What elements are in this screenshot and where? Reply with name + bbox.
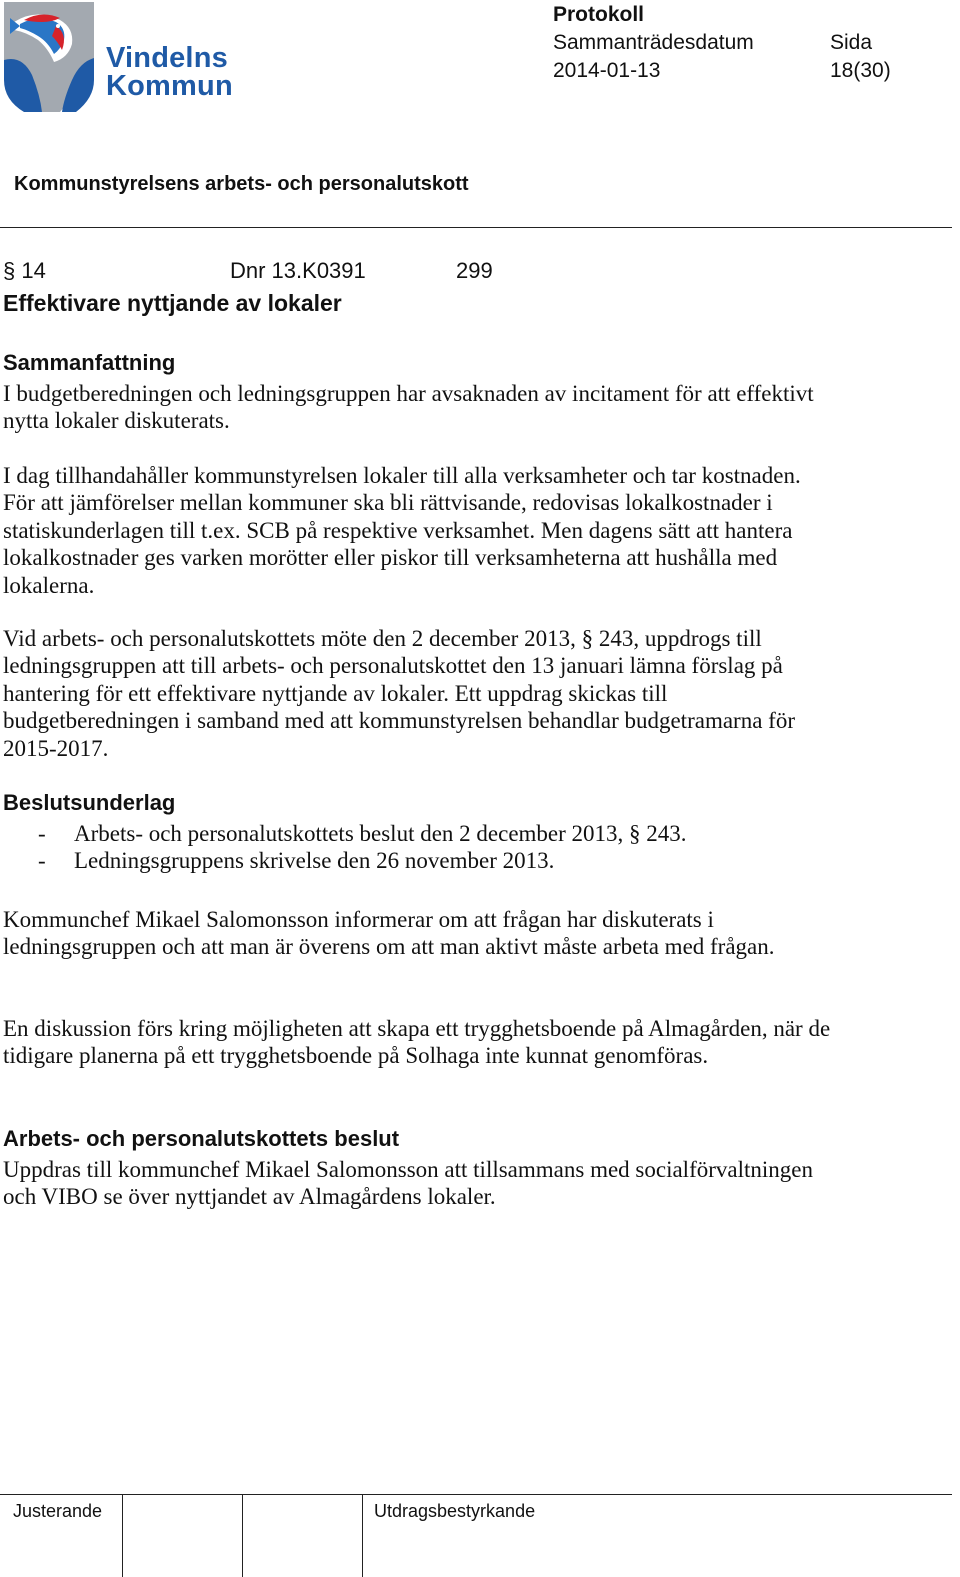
discussion-paragraph-2: En diskussion förs kring möjligheten att skapa ett trygghetsboende på Almagården, när de tidigare planerna på ett trygghetsboende på Solhaga inte kunnat genomföras. bbox=[3, 1016, 831, 1069]
summary-paragraph-3: Vid arbets- och personalutskottets möte den 2 december 2013, § 243, uppdrogs till ledningsgruppen att till arbets- och personalutskottet den 13 januari lämna förslag på hantering för ett effektivare nyttjande av lokaler. Ett uppdrag skickas till budgetberedningen i samband med att kommunstyrelsen behandlar budgetramarna för 2015-2017. bbox=[3, 626, 795, 761]
logo-line-2: Kommun bbox=[106, 70, 233, 102]
page-number: 18(30) bbox=[830, 59, 891, 82]
justering-cell-1 bbox=[0, 1495, 123, 1577]
decision-heading: Arbets- och personalutskottets beslut bbox=[3, 1126, 400, 1151]
summary-paragraph-2: I dag tillhandahåller kommunstyrelsen lokaler till alla verksamheter och tar kostnaden. För att jämförelser mellan kommuner ska bli rättvisande, redovisas lokalkostnader i statiskunderlagen till t.ex. SCB på respektive verksamhet. Men dagens sätt att hantera lokalkostnader ges varken morötter eller piskor till verksamheterna att hushålla med lokalerna. bbox=[3, 463, 801, 598]
header-divider bbox=[0, 227, 952, 228]
signature-footer bbox=[0, 1494, 952, 1577]
list-item: - Ledningsgruppens skrivelse den 26 november 2013. bbox=[38, 848, 555, 874]
fish-emblem-icon bbox=[2, 0, 102, 118]
bullet-dash: - bbox=[38, 848, 46, 874]
document-type: Protokoll bbox=[553, 3, 645, 26]
justering-cell-3 bbox=[242, 1495, 363, 1577]
bullet-dash: - bbox=[38, 821, 46, 846]
municipality-logo bbox=[2, 0, 247, 118]
justering-label: Justerande bbox=[13, 1501, 103, 1521]
discussion-paragraph-1: Kommunchef Mikael Salomonsson informerar om att frågan har diskuterats i ledningsgruppen och att man är överens om att man aktivt måste arbeta med frågan. bbox=[3, 907, 775, 960]
summary-paragraph-1: I budgetberedningen och ledningsgruppen har avsaknaden av incitament för att effektivt nytta lokaler diskuterats. bbox=[3, 381, 814, 434]
extract-certification-label: Utdragsbestyrkande bbox=[374, 1501, 536, 1521]
case-number: Dnr 13.K0391 bbox=[230, 258, 366, 283]
justering-cell-2 bbox=[122, 1495, 243, 1577]
basis-heading: Beslutsunderlag bbox=[3, 790, 176, 815]
logo-wordmark bbox=[106, 44, 233, 100]
paragraph-number: § 14 bbox=[3, 258, 46, 283]
decision-text: Uppdras till kommunchef Mikael Salomonsson att tillsammans med socialförvaltningen och VIBO se över nyttjandet av Almagårdens lokaler. bbox=[3, 1157, 813, 1210]
section-title: Effektivare nyttjande av lokaler bbox=[3, 290, 342, 316]
meeting-date-value: 2014-01-13 bbox=[553, 59, 661, 82]
logo-line-1: Vindelns bbox=[106, 42, 228, 74]
list-item: - Arbets- och personalutskottets beslut den 2 december 2013, § 243. bbox=[38, 821, 687, 846]
basis-list bbox=[0, 820, 687, 875]
meeting-date-label: Sammanträdesdatum bbox=[553, 31, 754, 54]
archive-code: 299 bbox=[456, 258, 493, 283]
committee-name: Kommunstyrelsens arbets- och personalutskott bbox=[14, 173, 469, 195]
page-label: Sida bbox=[830, 31, 873, 54]
summary-heading: Sammanfattning bbox=[3, 350, 176, 375]
